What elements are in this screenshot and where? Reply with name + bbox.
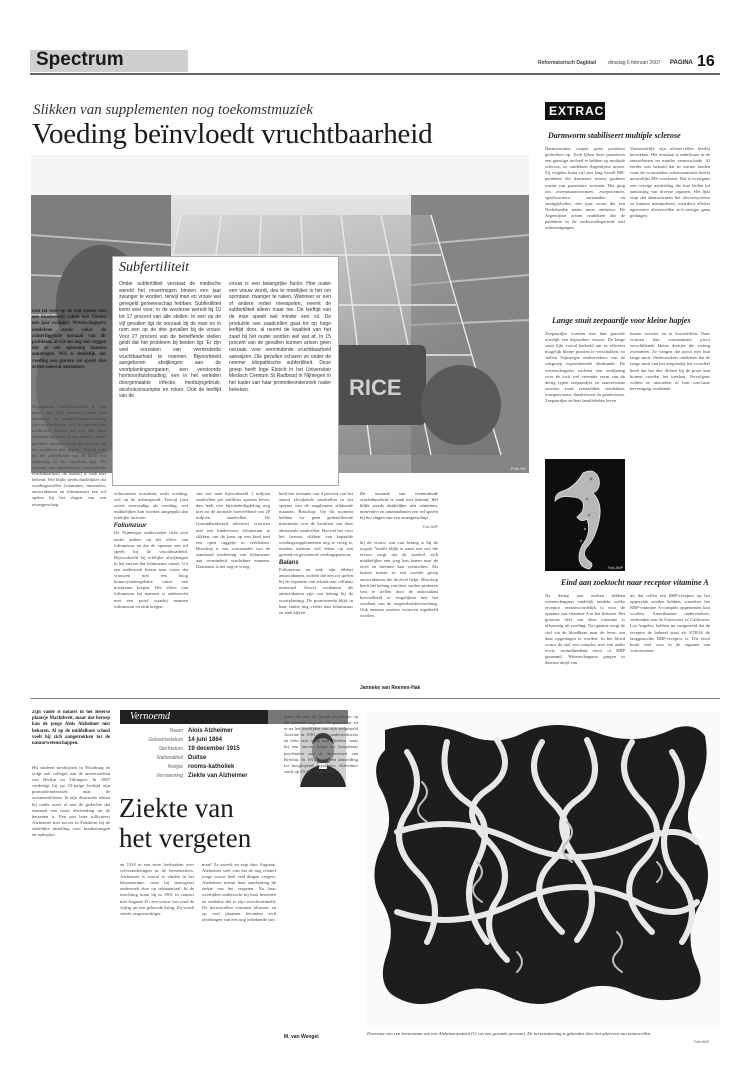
extract-1-col1: Darmwormen roepen geen positieve gedachten op. Toch lijken deze parasieten een gunstige invloed te hebben op multiple sclerose, zo ontdekten Argentijnse artsen. Zij volgden bijna vijf jaar lang twaalf MS-patiënten die daarnaast tevens gastheer waren van parasitaire wormen. Het ging om zweepstaartwormen, zwepwormen, spoelwormen, aarsmaden en stronglyloides, een type worm die een Nederlandse naam moet ontberen. De Argentijnse artsen ontdekten dat de patiënten in de onderzoeksperiode niet achteruitgingen. [545,146,625,231]
newspaper-name: Reformatorisch Dagblad [538,60,597,66]
article-col2-text-b: De Nijmeegse onderzoeker richt zich onder andere op het effect van foliumzuur en dat de opname een rol speelt bij de vruchtbaarheid. Bijvoorbeeld bij erfelijke afwijkingen in het enzym dat foliumzuur omzet. Uit een onderzoek kwam naar voren dat vrouwen met een hoog homocysteïnegehalte vaker een miskraam kregen. Het effect van foliumzuur bij mannen is onderzocht met een proef waarbij mannen foliumzuur en zink kregen. [114,530,188,609]
svg-text:RICE: RICE [349,375,402,400]
extract-2-col2: tussen zeewier en in koraalriffen. Daar vormen hun voornaamste prooi verschillende kleine diertjes die weinig zwemmen. Ze vangen die prooi met hun lange snuit. Onderzoekers ontdekten dat de lange snuit van het zeepaardje het voordeel heeft dat het dier dichter bij de prooi kan komen voordat het toeslaat. Vervolgens wilden ze uitzoeken of hun conclusie bevestiging verdiende. [630,331,710,391]
vernoemd-author: M. van Wengel [284,1034,319,1040]
sidebar-box [112,256,339,486]
extract-logo: EXTRACT [545,102,605,120]
pull-quote [360,491,438,531]
fact-value-6: Ziekte van Alzheimer [188,773,248,779]
article-col4-text: heid een toename van 4 procent van het aantal afwijkende zaadcellen in het sperma van de supplement slikkende mannen. Bisschop: Op dit moment hebben we geen gedetailleerde informatie over de kwaliteit van deze abnormale zaadcellen. Hoewel het voor het bewust slikken van bepaalde voedingssupplementen nog te vroeg is, moeten mensen wel letten op een gezond en gevarieerd voedingspatroon. [279,491,353,557]
article-lead: Een tot twee op de tien stellen met een kinderwens raken niet binnen een jaar zwanger. Wetenschappers ontdekten steeds vaker de achterliggende oorzaak van dit probleem, al wil dat nog niet zeggen dat er een oplossing kunnen aandragen. Wel is duidelijk dat voeding een grotere rol speelt dan artsen meestal aannamen. [32,309,106,370]
section-divider [30,698,720,699]
article-col2 [114,491,188,692]
section-title: Spectrum [30,50,188,72]
extract-title-2: Lange snuit zeepaardje voor kleine hapjes [552,316,691,325]
fact-value-4: Duitse [188,755,207,761]
sidebar-text-col2: vrouw is een belangrijke factor. Hoe ouder een vrouw wordt, des te moeilijker is het om spontaan zwanger te raken. Wanneer er een of andere reden meespelen, neemt de subfertiliteit alleen maar toe. De leeftijd van de man speelt wel minder een rol. De productie van zaadcellen gaat tot op hoge leeftijd door, al neemt de kwaliteit van het zaad bij het ouder worden wel wat af. In 15 procent van de gevallen kunnen artsen geen oorzaak voor verminderde vruchtbaarheid aanwijzen. Die gevallen scharen ze onder de noemer idiopathische subfertiliteit. Deze groep heeft Inge Ebisch in het Universitair Medisch Centrum St Radboud in Nijmegen in het kader van haar promotieonderzoek nader bekeken. [229,281,331,393]
extract-title-3: Eind aan zoektocht naar receptor vitamine A [561,578,709,587]
article-col5: bij de vrouw, wat van belang is bij de zygote. Verder blijkt er naast een stof die ervoor zorgt dat de zaadcel zich makkelijker een weg kan banen naar de eicel en hiermee kan versmelten. Als laatste noemt ze een tweede groep antioxidanten die de eicel helpt. Bisschop heeft het belang van deze stoffen proberen vast te stellen door de antioxidant hoeveelheid te vergelijken met het resultaat van de reageerbuisbevruchting. Ook daarom moeten vrouwen ingedeeld worden. [360,540,438,619]
pull-quote-credit: Foto ANP [422,525,438,529]
extract-3-col1: Na dertig jaar zoeken hebben wetenschappers eindelijk ontdekt welke receptor verantwoordelijk is voor de opname van vitamine A in het lichaam. Het grootste deel van deze vitamine is afkomstig uit voeding. Na opname zorgt de stof via de bloedbaan naar de lever, om daar opgeslagen te worden. In het bloed vormt de stof een complex met een ander eiwit, retinolbindend eiwit of RBP genaamd. Wetenschappers gingen er daarom altijd van [545,593,625,666]
extract-2-col1: Zeepaardjes vormen met hun graciele uiterlijk een bijzondere visoort. De lange snuit lijkt vooral bedoeld om zo efficiënt mogelijk kleine prooien te verschalken, zo stellen Nijmeegse onderzoekers van de vakgroep experimentele dierkunde. De wetenschappers zochten een verklaring voor de toch wel vreemde vorm van de dertig typen zeepaardjes en aanverwante soorten, zoals zeenaalden, zeedraken, trompetvissen, draakvissen en genetvissen. Zeepaardjes en hun familieleden leven [545,331,625,404]
masthead [30,50,720,76]
article-col2-text: volutionaire oorzaken, zoals voeding, wel op de achtergrond. Terwijl juist zoiets eenvoudigs als voeding, wel makkelijker kan worden aangepakt dan erfelijke factoren. [114,491,188,521]
fact-key-5: Religie [167,764,183,770]
brain-image-credit: Foto ANP [694,1040,710,1044]
page-number: 16 [697,53,715,70]
article-col1: Ongewenste kinderloosheid is een zware last. Veel mensen zoeken hun toevlucht tot reageerbuisbevruchting (in-vitrofertilisatie, ivf) en aanverwante methoden. Buiten het feit dat deze behandeling maar in een beperkt aantal gevallen aanslaat, wordt de oorzaak van het probleem niet gepakt. Terwijl juist bij het achterhalen van de bron een oplossing in het verschiet ligt. De oorzaak van subfertiliteit (verminderde vruchtbaarheid, de laatste) is vaak niet bekend. Wel blijkt steeds duidelijker dat voedingsstoffen (vitamines, mineralen, antioxidanten en foliumzuur) een rol spelen bij het slagen van een zwangerschap. [32,404,106,507]
brain-image-caption: Doorsnee van een hersenstam van een Alzheimerpatiënt (11 ros een gezonde persoon). De hersenstenning is gekenden door het afsterven van zenuwcellen. [367,1031,652,1036]
article-col4 [279,491,353,692]
pull-quote-text: De oorzaak van verminderde vruchtbaarheid is vaak niet bekend. Wel blijkt steeds duidelijker dat vitamines, mineralen en antioxidanten een rol spelen bij het slagen van een zwangerschap. [360,491,438,521]
extract-3-col2: uit dat cellen een RBP-receptor op het oppervlak zouden hebben, waardoor het RBP-vitamine A-complex opgenomen kon worden. Amerikaanse onderzoekers, verbonden aan de University of California, Los Angeles, hebben nu vastgesteld dat de receptor de bekend staat als STRA6 de langgezochte RBP-receptor is. Dit eiwit komt veel voor in de organen van volwassenen. [630,593,710,653]
article-col3: van een man bijvoorbeeld 1 miljoen zaadcellen per milliliter sperma bevat, dan leidt een bijzonderdigdeling nog niet tot de normale hoeveelheid van 20 miljoen zaadcellen. De Gezondheidsraad adviseert vrouwen met een kinderwens foliumzuur te slikken, om de kans op een kind met een open ruggetje te verkleinen. Bisschop is een voorstander van de standaard toediening van foliumzuur aan verminderd vruchtbare mannen. Daarnaast is het nog te vroeg. [196,491,270,570]
sidebar-text-col1: Onder subfertiliteit verstaat de medische wereld het onvermogen binnen een jaar zwanger te worden, terwijl man en vrouw wel geregeld gemeenschap hebben. Subfertiliteit komt veel voor; in de westerse wereld bij 10 tot 17 procent van alle stellen. In een op de vijf gevallen ligt de oorzaak bij de man en in ruim een op de drie gevallen bij de vrouw. Voor 27 procent van de betreffende stellen geldt dat het probleem bij beiden ligt. Er zijn veel oorzaken van verminderde vruchtbaarheid te noemen. Bijvoorbeeld aangeboren afwijkingen aan de voortplantingsorganen, een verstoorde hormoonhuishouding, een in het verleden doorgemaakte infectie, medicijngebruik, alcoholconsumptie en roken. Ook de leeftijd van de [119,281,221,400]
fact-key-6: Vernoeming [156,773,183,779]
brain-tissue-image [367,712,720,1028]
masthead-rule [30,73,720,75]
issue-date: dinsdag 6 februari 2007 [608,60,661,66]
seahorse-photo-caption: Foto ANP [607,566,623,570]
vernoemd-label: Vernoemd [130,711,170,722]
article-kicker: Slikken van supplementen nog toekomstmuziek [33,102,313,118]
fact-value-5: rooms-katholiek [188,764,235,770]
article-col2-subhead: Foliumzuur [114,523,147,530]
fact-value-2: 14 juni 1864 [188,737,223,743]
article-col4-text-b: Foliumzuur en zink zijn allebei antioxidanten, stoffen die een rol spelen bij de reparatie van schade aan cellulair materiaal. Zowel oxidanten als antioxidanten zijn van belang bij de voortplanting. De promovenda blijft in haar studie nog verder dan foliumzuur en zink kijken. [279,567,353,615]
fact-key-2: Geboortedatum [148,737,183,743]
fact-key-4: Nationaliteit [156,755,183,761]
vernoemd-header [120,710,268,724]
fact-box [120,728,295,786]
vernoemd-col3: man? Ze aarzelt en zegt dan: Auguste. Alzheimer stelt vast dat de nog relatief jonge vrouw heel veel dingen vergeet. Alzheimer noemt haar aandoening de ziekte van het vergeten. Na haar overlijden onderzocht hij haar hersenen en ontdekte dat er zijn verschrommeld. De hersencellen vertonen kluwens en op veel plaatsen bevinden zich afzettingen van een nog onbekende stof. [202,862,276,922]
vernoemd-col1: Hij studeert medicijnen in Würzburg en volgt ook colleges aan de universiteiten van Berlijn en Tübingen. In 1887 verdedigt hij op 23-jarige leeftijd zijn promotieonderzoek naar de oorsmeerklieren. In zijn dissertatie tekent hij onder meer al met de gedachte dat eenmaal een nooit afscheiding uit de hersenen is. Een jaar later solliciteert Alzheimer met succes in Frankfurt bij de stedelijke instelling voor krankzinnigen en epileptici. [32,765,110,838]
article-headline: Voeding beïnvloedt vruchtbaarheid [32,118,433,150]
article-author: Janneke van Reenen-Hak [360,685,421,691]
page-label: PAGINA [670,60,693,66]
extract-1-col2: Vermoedelijk zijn afweercellen hierbij betrokken. Het resultaat is stabilisatie in de zenuwbanen en minder zenuwschade. Al eerder was bekend dat in warme landen waar de wormziekte schistosomiasis heerst nauwelijks MS voorkomt. Dat is overigens een overige aanleiding die kan leiden tot aantasting van diverse organen. Het lijkt erop dat darmwormen het afweersysteem zo kunnen manipuleren, waardoor allerlei agressieve afweercellen zich rustiger gaan gedragen. [630,146,710,219]
fact-value-1: Alois Alzheimer [188,728,233,734]
fact-key-1: Naam [169,728,183,734]
sidebar-title: Subfertiliteit [119,260,189,275]
photo-caption: Foto RD [511,466,526,471]
vernoemd-headline: Ziekte van het vergeten [119,793,252,853]
vernoemd-col4: maar dat sect de (terige psychiater op dat moment nog niet. De psychiater zit er na het overlijden van zijn welgesteld Josefine in 1901 in een onderzoeksreis en trekt zich terug naar Breslau, waar hij een functie krijgt als hoogleraar psychiatrie aan de universiteit van Breslau. In 1912 volgt een aanstelling tot hooglopend psychiater. Alzheimer sterft op 19 december 1915. [284,714,358,774]
fact-key-3: Sterfdatum [158,746,183,752]
extract-title-1: Darmworm stabiliseert multiple sclerose [548,131,681,140]
vernoemd-intro: Zijn vader is notaris in het Beierse plaatsje Marktbreit, maar dat beroep kan de jonge Alois Alzheimer niet bekoren. Al op de middelbare school voelt hij zich aangetrokken tot de natuurwetenschappen. [32,710,110,747]
seahorse-photo [545,459,625,571]
fact-value-3: 19 december 1915 [188,746,240,752]
vernoemd-col2: en 1918 in een serie leerboeken over celveranderingen in de hersenschors. Alzheimer is vooral te vinden in het laboratorium, waar hij nauwgezet onderzoek doet op celmateriaal. In de inrichting komt hij in 1901 in contact met Auguste D., een vrouw van rond de vijftig uit een gehuwde kring. Zij wordt steeds vergeetachtiger. [120,862,194,916]
article-col4-subhead: Balans [279,560,299,567]
